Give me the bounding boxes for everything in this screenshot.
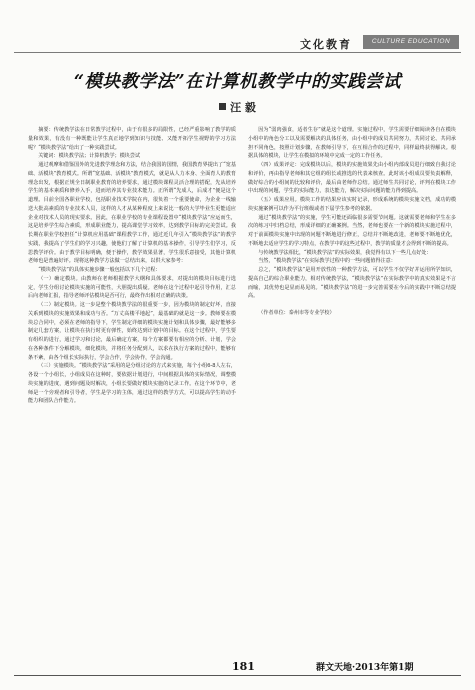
paragraph: （三）实施模块。“模块教学法”采用的是分组讨论的方式来实施，每个小组6-8人左右，各设一个小组长，小组成员在这种时，要依据计划进行，中间根据具体的实际情况，调整模块实施的进度，遇到问题及时解决，小组长要做好模块实施的记录工作。在这个环节中，老师是一个旁观者和引导者，学生是学习的主体，通过这样的教学方式，可以提高学生的动手能力和团队合作能力。 [28,363,236,405]
paragraph: 通过“模块教学法”的实施，学生可能还面临很多需要节问题。这就需要老师和学生在多次的练习中归档总结，形成详细的正确案例。当然，老师也要在一个新的模块实施过程中，对于前面模块实施中出现的问题不断地进行修正，总结并不断地改进，老师要不断地优化，不断地去适应学生的学习特点，在教学中的这些过程中，教学的质量才会得到不断的提高。 [248,214,456,247]
right-column [248,126,456,318]
author-line [0,99,475,115]
left-column [28,126,236,406]
article-title: “模块教学法”在计算机教学中的实践尝试 [73,72,402,92]
page-header [0,0,475,60]
paragraph: 当然，“模块教学法”在实际教学过程中的一些问题值得注意： [258,258,396,265]
paragraph: 总之，“模块教学法”是用开放性的一种教学方法，可以学生不仅学好并运用所学知识，提高自己的综合职业能力，相对传统教学法，“模块教学法”在实际教学中的真实效果是不言而喻，其优势也是显而易见的。“模块教学法”的进一步完善需要在今后的实践中不断总结提高。 [248,267,456,300]
paragraph: （五）成果应用。模块工作的结果应该实时记录，形成系统的模块实施文档，成功的模块实施案例可以作为平行班级或者下届学生参考的依据。 [248,197,456,212]
section-name: 文化教育 [300,38,352,51]
author-unit: （作者单位：泰州市等专业学校） [258,310,335,316]
paragraph: （四）成果评定：完成模块以后，模块的实施效果先由小组内部成员进行细致自我讨论和评价，再由指导老师和其它组的组长或推选的代表来核查。此时该小组成员要负责解释，做好综合的小组间的比较和评价，最后由老师作总结。通过师生共同讨论，评判在模块工作中出现的问题，学生的实际能力，表达能力，解决实际问题的能力得到提高。 [248,162,456,195]
header-rule [14,52,461,53]
paragraph: 因为“弱肉强食，适者生存”就是这个道理。实施过程中，学生需要仔细阅读各自在模块小组中的角色分工以及需要解决的具体任务，由小组中的成员共同努力，共同讨论、共同承担不同角色，按照计划步骤，在教师引导下，在互相合作的过程中，同样最终获得解决。根据具体的模块，让学生在模拟的环境中完成一定的工作任务。 [248,127,456,160]
paragraph: “模块教学法”的具体实施步骤一般包括以下几个过程： [38,267,161,273]
paragraph: 与传统教学法相比，“模块教学法”的实际效果，我觉得有以下一些几点好处： [258,249,432,256]
paragraph: （二）制定模块。这一步是整个模块教学法的很重要一步，因为模块的制定好坏，直接关系到模块的实施效果和成功与否。“万丈高楼平地起”，最基础的就是这一步。教师要在模块总合同中，必须在老师的指导下，学生制定详细的模块实施计划和具体步骤，最好能够多制定几套方案，让模块在执行时更有弹性，始终达到计划中的目标。在这个过程中，学生要有组织的进行，通过学习和讨论，最后确定方案，每个方案都要有相应的分析、计划，学会在各种条件下分解模块，细化模块，并将任务分配到人，以求在执行方案的过程中，能够有条不紊，由各个组长实际执行，学会合作，学会协作，学会沟通。 [28,302,236,361]
abstract: 摘要：传统教学法在日常教学过程中，由于有很多的局限性，已经严重影响了教学的质量和效果，有没有一种既能让学生真正地学到知识与技能、又能开拓学生视野的学习方法呢？“模块教学法”给出了一种实践尝试。 [28,127,236,151]
paragraph: （一）确定模块。由教师在老师根据教学大纲和具体要求，对提出的模块目标进行选定，学生分组讨论模块实施的可能性，大胆提出质疑。老师在这个过程中起引导作用，汇总后向老师汇报，指导老师评估模块是否可行，最终作出相对正确的决策。 [28,275,236,300]
footer-rule [14,675,461,676]
author-name: 汪 毅 [230,101,256,114]
journal-name: 群文天地·2013年第1期 [316,663,414,673]
page-number: 181 [232,660,255,673]
square-bullet-icon [219,103,226,110]
paragraph: 通过观摩和借鉴国外的先进教学理念和方法，结合我国的国情，我国教育界提出了“宽基础、活模块”教育模式。所谓“宽基础、活模块”教育模式，就是从人力本身、全面育人的教育理念出发，根据正规全日制职业教育的培养要求，通过模块课程灵活合理的搭配，先从培养学生的基本素质和修养入手，进而培养其专业技术能力。正所谓“先成人，后成才”便是这个道理。目前全国各职业学校，包括职业技术学院在内，很负着一个重要使命，为企业一线输送大批高素质的专业技术人员，这样的人才从某种程度上来说比一般的大学毕业生更能适应企业对技术人员的现实要求。因此，在职业学校的专业课程设置中“模块教学法”应运而生，这是培养学生综合素质，形成职业能力，提高课堂学习效率，达到教学目标的完美尝试。我长期在职业学校担任“计算机应用基础”课程教学工作，通过近几年引入“模块教学法”的教学实践，我提高了学生们的学习兴趣，使他们了解了计算机的基本操作，引导学生们学习，反思教学评价。由于教学目标明确，便于操作，教学效果显著，学生很乐意接受，其他计算机老师也是普遍好评。现将这种教学方法做一总结出来，以供大家参考： [28,162,236,265]
section-band: CULTURE EDUCATION [363,35,459,49]
keywords: 关键词：模块教学法；计算机教学；模块尝试 [38,153,141,160]
